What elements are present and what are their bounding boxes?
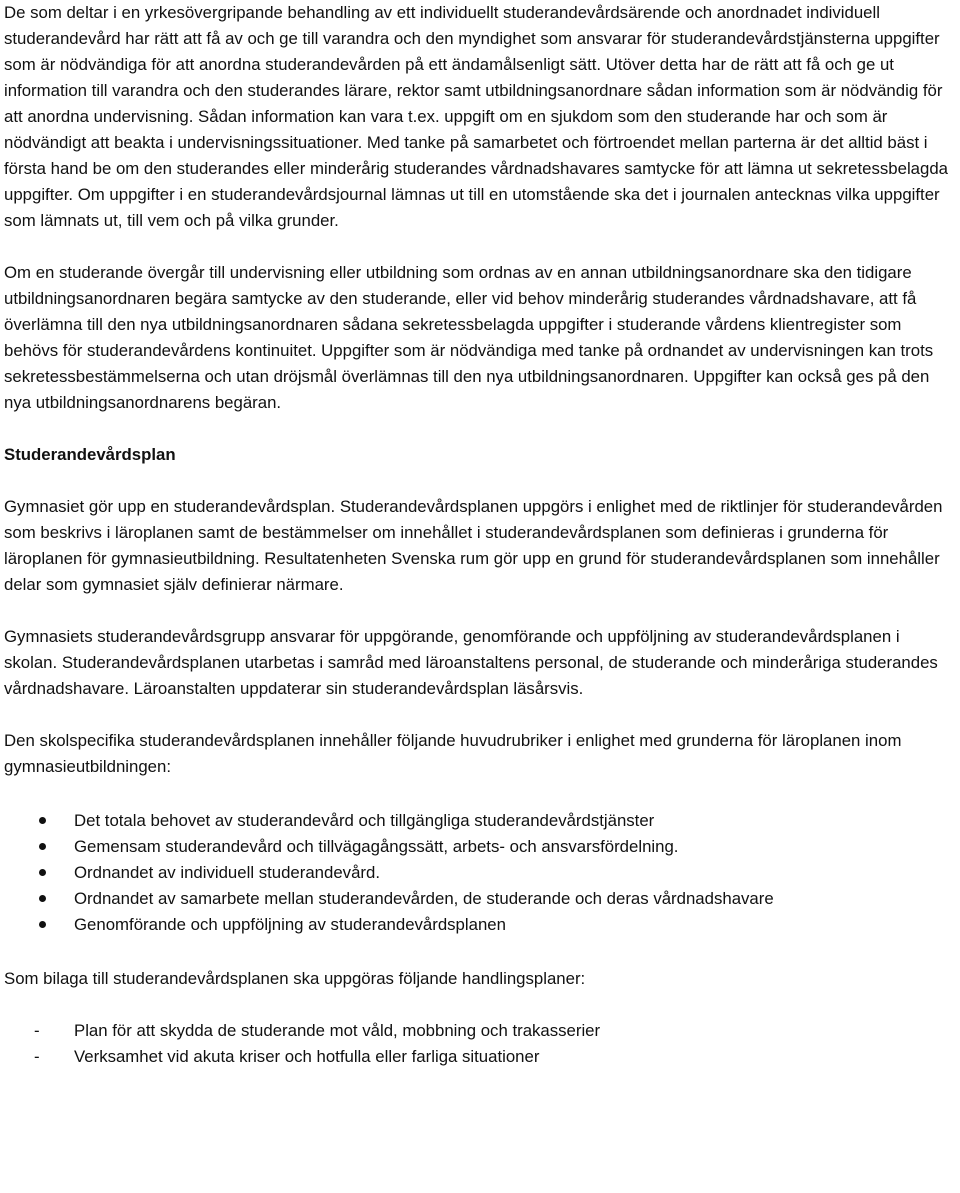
list-item: - Plan för att skydda de studerande mot våld, mobbning och trakasserier [4,1018,956,1044]
paragraph-plan-intro: Gymnasiet gör upp en studerandevårdsplan. Studerandevårdsplanen uppgörs i enlighet med de riktlinjer för studerandevården som beskrivs i läroplanen samt de bestämmelser om innehållet i studerandevårdsplanen som definieras i grunderna för läroplanen för gymnasieutbildning. Resultatenheten Svenska rum gör upp en grund för studerandevårdsplanen som innehåller delar som gymnasiet själv definierar närmare. [4,497,943,594]
list-item: Ordnandet av individuell studerandevård. [4,860,956,886]
paragraph-plan-group: Gymnasiets studerandevårdsgrupp ansvarar för uppgörande, genomförande och uppföljning av studerandevårdsplanen i skolan. Studerandevårdsplanen utarbetas i samråd med läroanstaltens personal, de studerande och minderåriga studerandes vårdnadshavare. Läroanstalten uppdaterar sin studerandevårdsplan läsårsvis. [4,627,938,698]
paragraph-plan-contents: Den skolspecifika studerandevårdsplanen innehåller följande huvudrubriker i enlighet med grunderna för läroplanen inom gymnasieutbildningen: [4,731,902,776]
list-item: - Verksamhet vid akuta kriser och hotfulla eller farliga situationer [4,1044,956,1070]
paragraph-confidential-info: De som deltar i en yrkesövergripande behandling av ett individuellt studerandevårdsärende och anordnadet individuell studerandevård har rätt att få av och ge till varandra och den myndighet som ansvarar för studerandevårdstjänsterna uppgifter som är nödvändiga för att anordna studerandevården på ett ändamålsenligt sätt. Utöver detta har de rätt att få och ge ut information till varandra och den studerandes lärare, rektor samt utbildningsanordnare sådan information som är nödvändig för att anordna undervisning. Sådan information kan vara t.ex. uppgift om en sjukdom som den studerande har och som är nödvändigt att beakta i undervisningssituationer. Med tanke på samarbetet och förtroendet mellan parterna är det alltid bäst i första hand be om den studerandes eller minderårig studerandes vårdnadshavares samtycke för att lämna ut sekretessbelagda uppgifter. Om uppgifter i en studerandevårdsjournal lämnas ut till en utomstående ska det i journalen antecknas vilka uppgifter som lämnats ut, till vem och på vilka grunder. [4,3,949,230]
bullet-icon [32,860,52,886]
list-item: Det totala behovet av studerandevård och tillgängliga studerandevårdstjänster [4,808,956,834]
bullet-icon [32,808,52,834]
list-item: Genomförande och uppföljning av studerandevårdsplanen [4,912,956,938]
dash-marker: - [34,1021,40,1040]
list-item: Ordnandet av samarbete mellan studerandevården, de studerande och deras vårdnadshavare [4,886,956,912]
bullet-icon [32,886,52,912]
paragraph-transfer: Om en studerande övergår till undervisning eller utbildning som ordnas av en annan utbildningsanordnare ska den tidigare utbildningsanordnaren begära samtycke av den studerande, eller vid behov minderårig studerandes vårdnadshavare, att få överlämna till den nya utbildningsanordnaren sådana sekretessbelagda uppgifter i studerande vårdens klientregister som behövs för studerandevårdens kontinuitet. Uppgifter som är nödvändiga med tanke på ordnandet av undervisningen kan trots sekretessbestämmelserna och utan dröjsmål överlämnas till den nya utbildningsanordnaren. Uppgifter kan också ges på den nya utbildningsanordnarens begäran. [4,263,934,412]
dash-marker: - [34,1047,40,1066]
paragraph-attachments: Som bilaga till studerandevårdsplanen ska uppgöras följande handlingsplaner: [4,969,586,988]
dash-list [4,1018,956,1070]
list-item: Gemensam studerandevård och tillvägagångssätt, arbets- och ansvarsfördelning. [4,834,956,860]
bullet-icon [32,912,52,938]
bullet-icon [32,834,52,860]
section-heading: Studerandevårdsplan [4,445,176,464]
bullet-list [4,808,956,938]
